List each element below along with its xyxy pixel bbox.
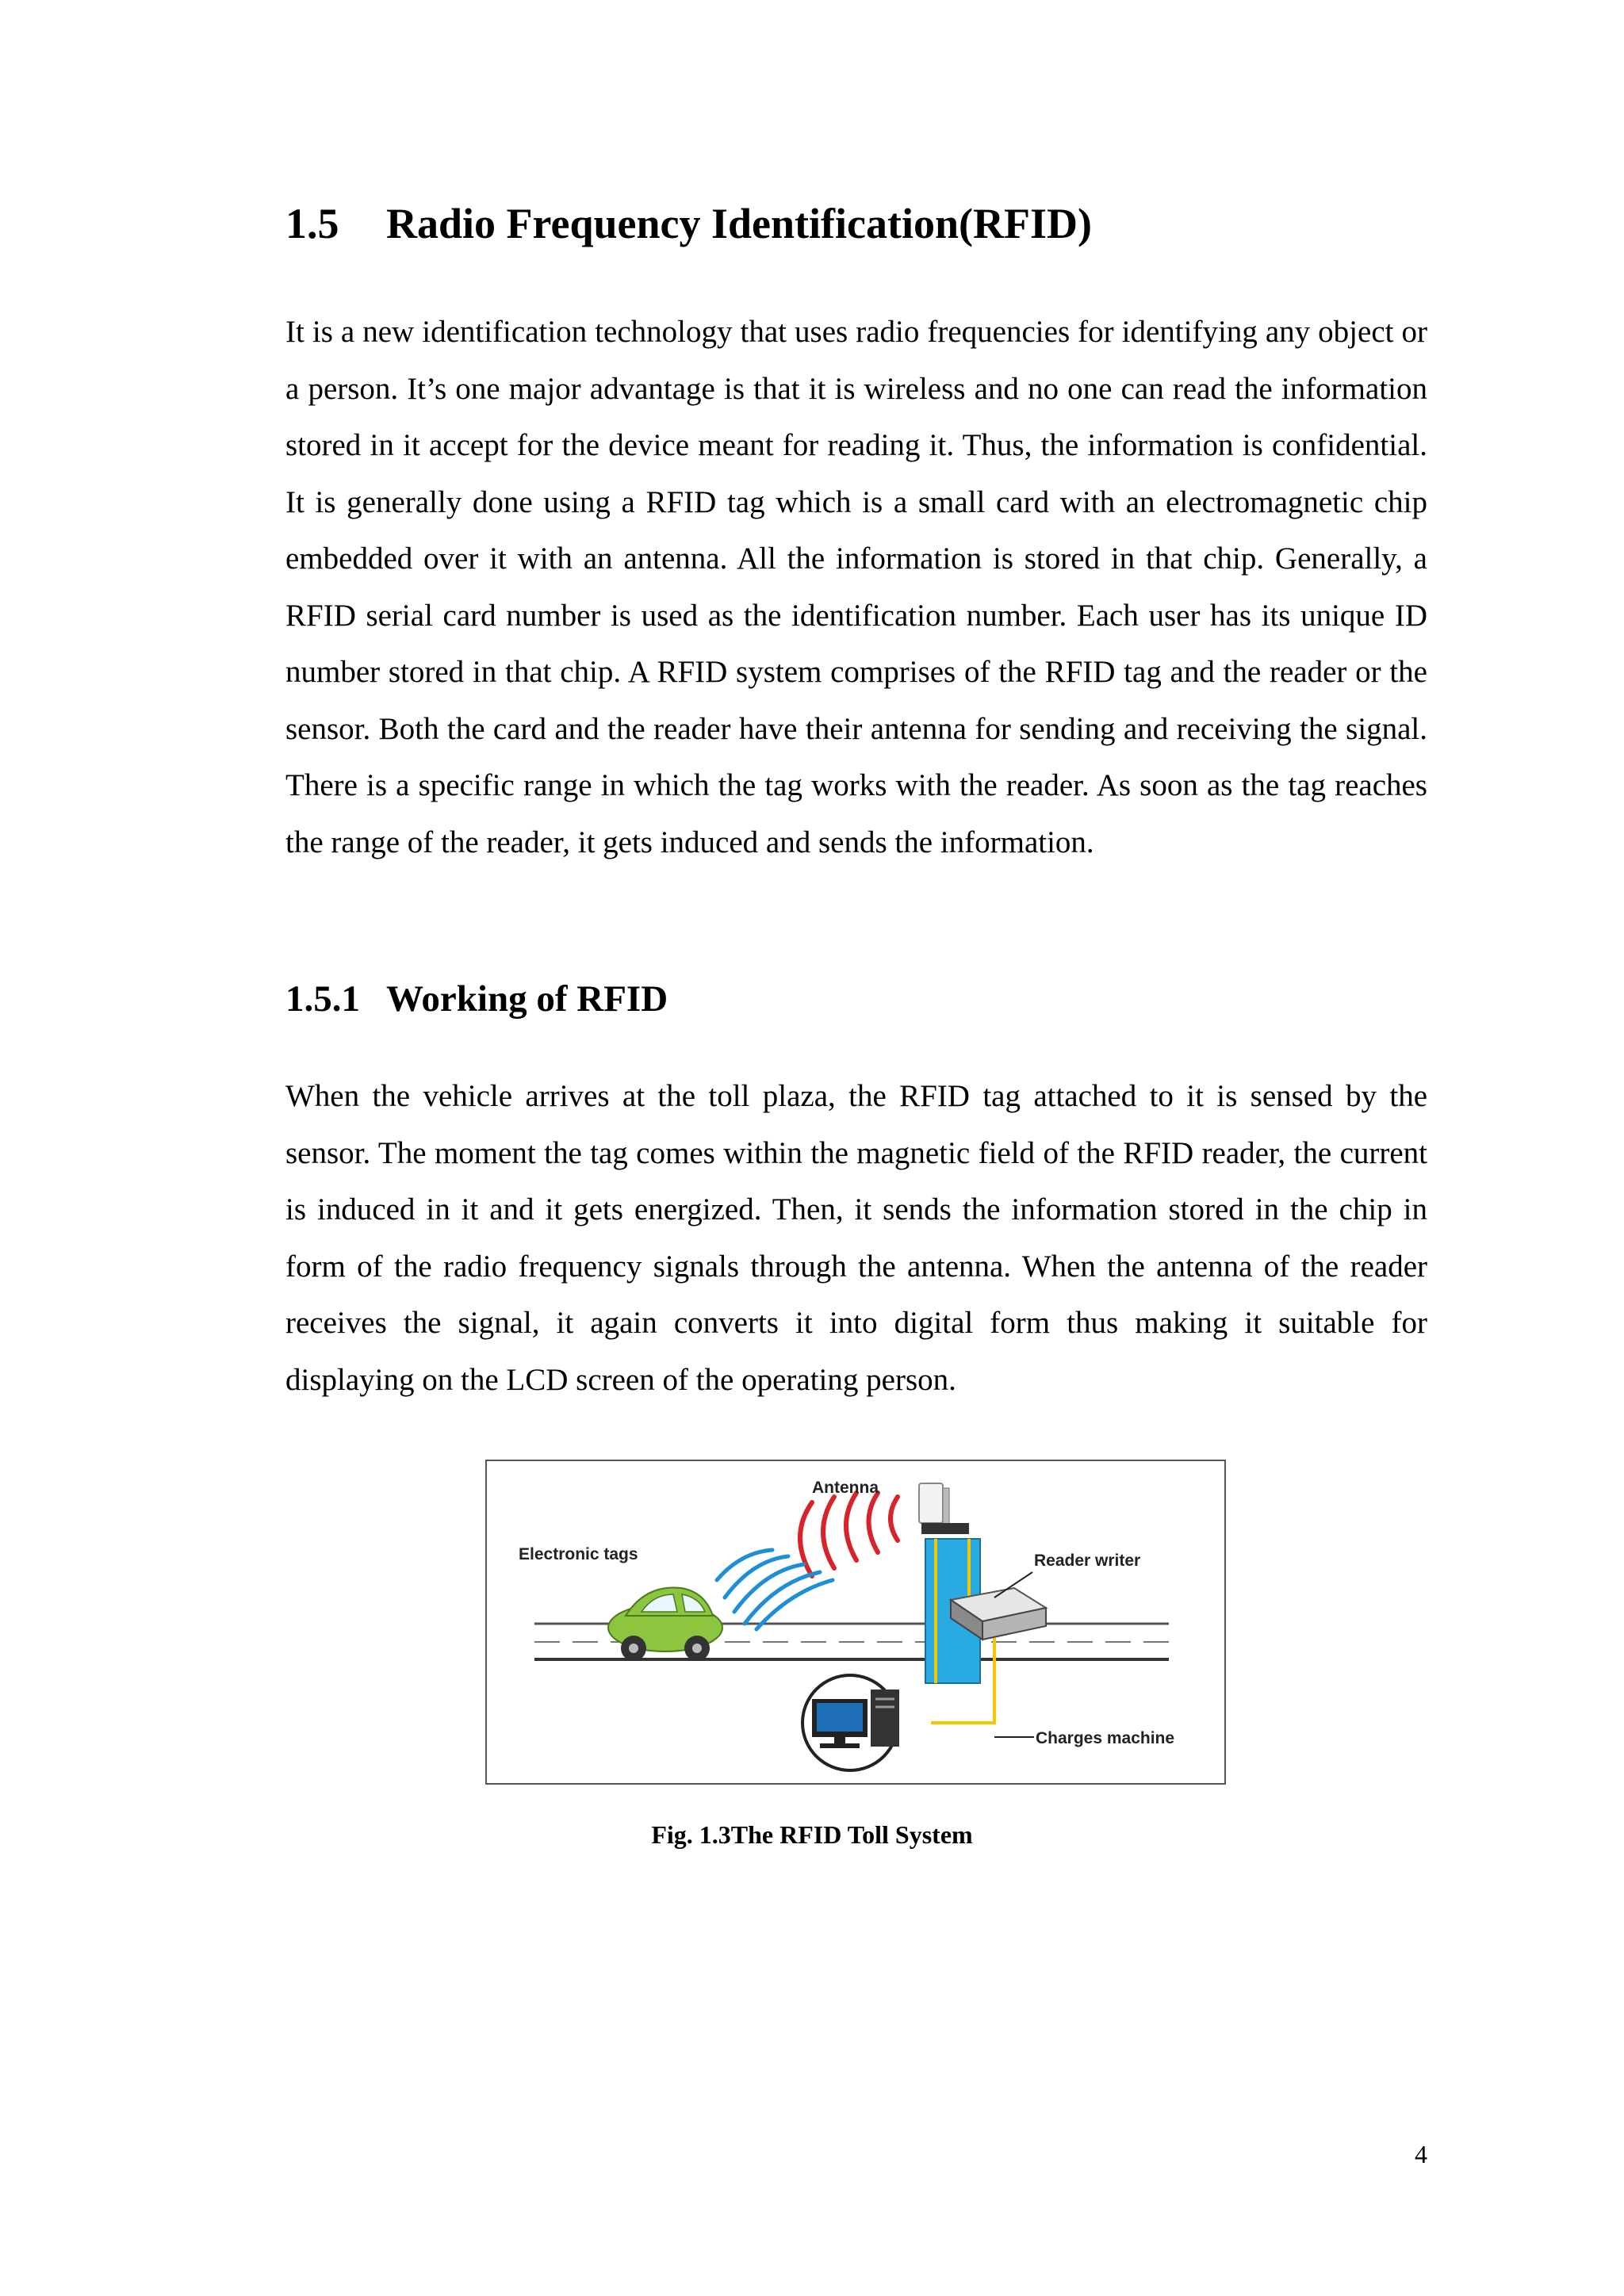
section-number: 1.5 [285,200,339,247]
antenna-label: Antenna [812,1479,879,1497]
car-icon [608,1587,722,1661]
section-heading [285,198,1092,249]
reader-writer-label: Reader writer [1034,1552,1141,1570]
antenna-icon [919,1483,969,1534]
electronic-tags-label: Electronic tags [519,1545,638,1563]
page-number: 4 [1415,2140,1427,2168]
subsection-number: 1.5.1 [285,978,360,1020]
section-paragraph: It is a new identification technology that uses radio frequencies for identifying any object or a person. It’s one major advantage is that it is wireless and no one can read the information stored in it accept for the device meant for reading it. Thus, the information is confidential. It is generally done using a RFID tag which is a small card with an electromagnetic chip embedded over it with an antenna. All the information is stored in that chip. Generally, a RFID serial card number is used as the identification number. Each user has its unique ID number stored in that chip. A RFID system comprises of the RFID tag and the reader or the sensor. Both the card and the reader have their antenna for sending and receiving the signal. There is a specific range in which the tag works with the reader. As soon as the tag reaches the range of the reader, it gets induced and sends the information. [285,315,1427,859]
red-signal-waves [800,1493,898,1576]
subsection-paragraph: When the vehicle arrives at the toll plaza, the RFID tag attached to it is sensed by the sensor. The moment the tag comes within the magnetic field of the RFID reader, the current is induced in it and it gets energized. Then, it sends the information stored in the chip in form of the radio frequency signals through the antenna. When the antenna of the reader receives the signal, it again converts it into digital form thus making it suitable for displaying on the LCD screen of the operating person. [285,1079,1427,1397]
rfid-toll-diagram [487,1461,1224,1783]
subsection-heading [285,977,668,1021]
figure-caption: Fig. 1.3The RFID Toll System [651,1820,973,1849]
blue-signal-waves [717,1550,833,1629]
subsection-title: Working of RFID [386,978,668,1020]
charges-machine-icon [802,1675,899,1770]
section-title: Radio Frequency Identification(RFID) [386,200,1092,247]
charges-machine-label: Charges machine [1036,1729,1175,1747]
rfid-toll-figure [485,1460,1226,1785]
